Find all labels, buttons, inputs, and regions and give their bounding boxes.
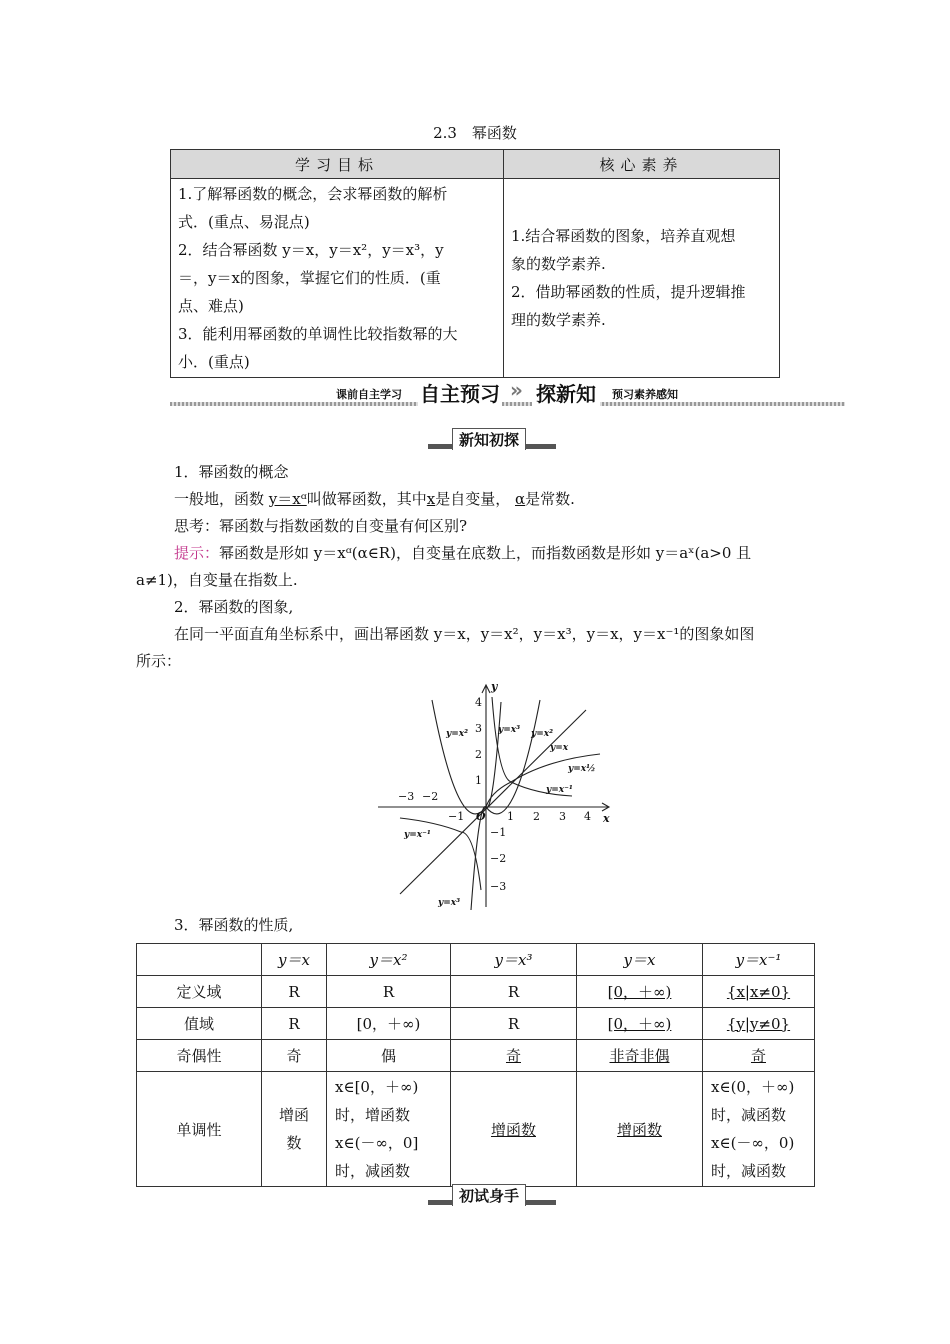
x-tick: −2	[422, 790, 439, 803]
table-row	[137, 944, 815, 976]
cell	[262, 1072, 327, 1187]
objective-line: 小．(重点)	[178, 353, 250, 371]
row-label: 定义域	[137, 976, 262, 1008]
literacy-line: 象的数学素养.	[511, 255, 606, 273]
curve-x-half	[486, 754, 600, 807]
header-cell	[137, 944, 262, 976]
header-cell: y＝x⁻¹	[703, 944, 815, 976]
header-cell: y＝x	[262, 944, 327, 976]
x-axis-label: x	[603, 812, 610, 825]
header-cell: y＝x³	[451, 944, 577, 976]
cell: {y|y≠0}	[726, 1014, 791, 1033]
x-tick: −3	[398, 790, 415, 803]
objective-line: 3．能利用幂函数的单调性比较指数幂的大	[178, 325, 458, 343]
cell: 增函数	[616, 1120, 662, 1139]
objectives-header: 学习目标	[171, 150, 504, 179]
blank-1: y＝xᵅ	[268, 490, 307, 508]
x-tick: −1	[448, 810, 465, 823]
banner-main-text: 自主预习	[418, 378, 502, 407]
origin-label: O	[476, 810, 486, 823]
try-label: 初试身手	[452, 1184, 526, 1206]
definition-line	[136, 486, 816, 513]
cell-line: x∈(0，＋∞)	[711, 1078, 795, 1096]
graph-intro: 在同一平面直角坐标系中，画出幂函数 y＝x，y＝x²，y＝x³，y＝x，y＝x⁻¹的图象如图	[174, 625, 755, 643]
text: 是常数.	[525, 490, 575, 508]
concept-section	[136, 459, 816, 675]
cell: 增函数	[490, 1120, 536, 1139]
table-row	[137, 1040, 815, 1072]
properties-table	[136, 943, 815, 1187]
try-tag	[428, 1186, 556, 1206]
thinking-question: 思考：幂函数与指数函数的自变量有何区别?	[174, 517, 468, 535]
curve-label: y=x	[550, 743, 569, 753]
cell: [0，＋∞)	[327, 1008, 451, 1040]
literacy-line: 理的数学素养.	[511, 311, 606, 329]
objective-line: 点、难点)	[178, 297, 244, 315]
text: 叫做幂函数，其中	[306, 490, 427, 508]
curve-label: y=x⁻¹	[546, 785, 573, 795]
row-label: 奇偶性	[137, 1040, 262, 1072]
curve-label: y=x½	[568, 764, 596, 774]
cell-line: 时，增函数	[335, 1106, 411, 1124]
objective-line: 1.了解幂函数的概念，会求幂函数的解析	[178, 185, 448, 203]
y-tick: −1	[490, 826, 507, 839]
cell: 奇	[505, 1047, 521, 1065]
y-tick: 3	[475, 722, 482, 735]
objectives-table	[170, 149, 780, 378]
row-label: 值域	[137, 1008, 262, 1040]
section-banner	[170, 378, 845, 414]
new-knowledge-label: 新知初探	[452, 428, 526, 450]
cell	[703, 1072, 815, 1187]
cell: R	[327, 976, 451, 1008]
cell: [0，＋∞)	[607, 983, 672, 1001]
text: 一般地，函数	[174, 490, 265, 508]
curve-label: y=x²	[531, 729, 554, 739]
banner-arrow-icon: »	[510, 378, 523, 402]
cell-line: x∈[0，＋∞)	[335, 1078, 419, 1096]
y-axis-label: y	[491, 682, 498, 693]
y-tick: 2	[475, 748, 482, 761]
heading-graph: 2．幂函数的图象,	[174, 598, 294, 616]
text: 是自变量，	[435, 490, 511, 508]
cell: 奇	[262, 1040, 327, 1072]
cell	[327, 1072, 451, 1187]
hint-text-cont: a≠1)，自变量在指数上.	[136, 571, 298, 589]
cell: {x|x≠0}	[726, 982, 791, 1001]
objective-line: 2．结合幂函数 y＝x，y＝x²，y＝x³，y	[178, 241, 444, 259]
curve-label: y=x³	[498, 725, 521, 735]
curve-label: y=x³	[438, 898, 461, 908]
cell: 奇	[750, 1047, 766, 1065]
cell: 非奇非偶	[609, 1047, 670, 1065]
blank-3: α	[515, 490, 526, 508]
x-tick: 4	[584, 810, 591, 823]
graph-intro-cont: 所示：	[136, 652, 182, 670]
cell-line: x∈(－∞，0]	[335, 1134, 419, 1152]
cell-line: 时，减函数	[711, 1162, 787, 1180]
curve-label: y=x⁻¹	[404, 830, 431, 840]
cell-line: 增函	[278, 1106, 309, 1124]
x-tick: 2	[533, 810, 540, 823]
hint-text: 幂函数是形如 y＝xᵅ(α∈R)，自变量在底数上，而指数函数是形如 y＝aˣ(a>0 且	[219, 544, 752, 562]
row-label: 单调性	[137, 1072, 262, 1187]
hint-label: 提示：	[174, 544, 220, 562]
cell-line: 数	[286, 1134, 302, 1152]
banner-main-text2: 探新知	[532, 378, 600, 407]
banner-rule	[170, 402, 845, 406]
cell-line: 时，减函数	[711, 1106, 787, 1124]
table-row	[137, 1072, 815, 1187]
objectives-text	[172, 180, 502, 376]
y-tick: 4	[475, 696, 482, 709]
cell-line: x∈(－∞，0)	[711, 1134, 795, 1152]
objective-line: 式．(重点、易混点)	[178, 213, 310, 231]
y-tick: −3	[490, 880, 507, 893]
literacy-header: 核心素养	[504, 150, 780, 179]
cell: [0，＋∞)	[607, 1015, 672, 1033]
literacy-line: 2．借助幂函数的性质，提升逻辑推	[511, 283, 746, 301]
heading-properties: 3．幂函数的性质,	[174, 916, 294, 934]
x-tick: 1	[507, 810, 514, 823]
banner-right-text: 预习素养感知	[608, 386, 682, 402]
section-title: 2.3 幂函数	[433, 124, 517, 142]
heading-concept: 1．幂函数的概念	[174, 463, 289, 481]
header-cell: y＝x²	[327, 944, 451, 976]
cell-line: 时，减函数	[335, 1162, 411, 1180]
header-cell: y＝x	[577, 944, 703, 976]
x-tick: 3	[559, 810, 566, 823]
y-tick: 1	[475, 774, 482, 787]
blank-2: x	[426, 490, 436, 508]
power-function-graph	[376, 682, 616, 912]
cell: R	[262, 976, 327, 1008]
cell: R	[451, 1008, 577, 1040]
cell: R	[262, 1008, 327, 1040]
banner-left-text: 课前自主学习	[332, 386, 406, 402]
objective-line: ＝，y＝x的图象，掌握它们的性质．(重	[178, 269, 441, 287]
table-row	[137, 976, 815, 1008]
cell: 偶	[327, 1040, 451, 1072]
literacy-text	[505, 222, 778, 334]
table-row	[137, 1008, 815, 1040]
literacy-line: 1.结合幂函数的图象，培养直观想	[511, 227, 736, 245]
new-knowledge-tag	[428, 430, 556, 450]
curve-label: y=x²	[446, 729, 469, 739]
cell: R	[451, 976, 577, 1008]
y-tick: −2	[490, 852, 507, 865]
